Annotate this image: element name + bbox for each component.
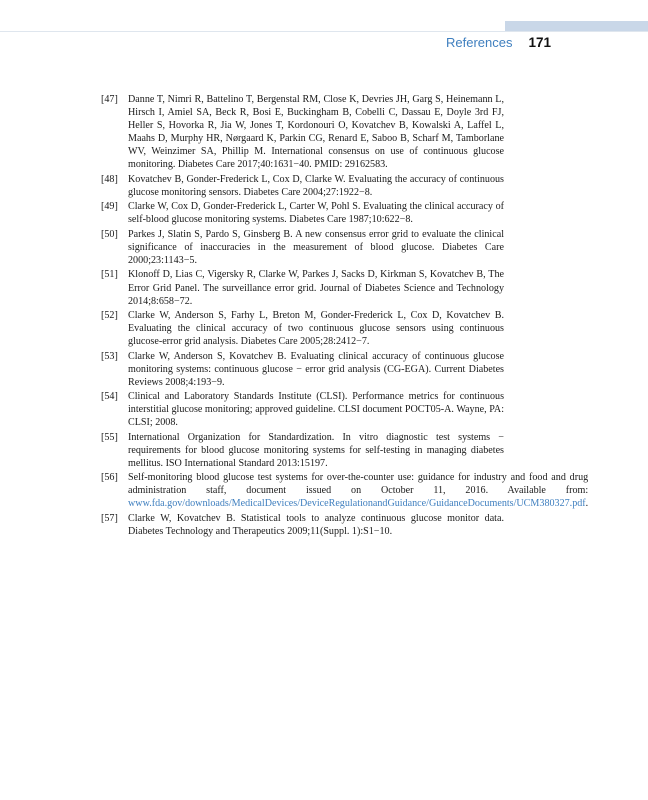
reference-number: [48] <box>101 173 118 185</box>
reference-item <box>101 173 504 199</box>
reference-item <box>101 200 504 226</box>
reference-number: [56] <box>101 472 118 484</box>
reference-number: [51] <box>101 269 118 281</box>
reference-number: [49] <box>101 201 118 213</box>
reference-text-end: . <box>585 498 589 510</box>
fda-guidance-link[interactable]: www.fda.gov/downloads/MedicalDevices/DeviceRegulationandGuidance/GuidanceDocuments/UCM380327.pdf <box>128 498 586 510</box>
reference-text: Kovatchev B, Gonder-Frederick L, Cox D, Clarke W. Evaluating the accuracy of continuous glucose monitoring sensors. Diabetes Care 2004;27:1922−8. <box>128 173 504 198</box>
section-title: References <box>445 35 513 50</box>
reference-item <box>101 512 504 538</box>
running-header <box>446 35 551 50</box>
reference-item <box>101 471 589 510</box>
reference-item <box>101 309 504 348</box>
reference-number: [47] <box>101 94 118 105</box>
header-accent-bar <box>505 21 648 31</box>
reference-number: [52] <box>101 309 118 321</box>
reference-text: Clarke W, Cox D, Gonder-Frederick L, Carter W, Pohl S. Evaluating the clinical accuracy of self-blood glucose monitoring systems. Diabetes Care 1987;10:622−8. <box>128 201 504 226</box>
reference-item <box>101 228 504 267</box>
reference-number: [55] <box>101 431 118 443</box>
reference-text: Self-monitoring blood glucose test systems for over-the-counter use: guidance for industry and food and drug administration staff, document issued on October 11, 2016. Available from: <box>128 472 589 497</box>
reference-text: Clarke W, Anderson S, Farhy L, Breton M, Gonder-Frederick L, Cox D, Kovatchev B. Evaluating the clinical accuracy of two continuous glucose sensors using continuous glucose-error grid analysis. Diabetes Care 2005;28:2412−7. <box>128 309 504 348</box>
reference-number: [50] <box>101 228 118 240</box>
reference-text: Danne T, Nimri R, Battelino T, Bergenstal RM, Close K, Devries JH, Garg S, Heinemann L, Hirsch I, Amiel SA, Beck R, Bosi E, Buckingham B, Cobelli C, Dassau E, Doyle 3rd FJ, Heller S, Hovorka R, Jia W, Jones T, Kordonouri O, Kovatchev B, Kowalski A, Laffel L, Maahs D, Murphy HR, Nørgaard K, Parkin CG, Renard E, Saboo B, Scharf M, Tamborlane WV, Weinzimer SA, Phillip M. International consensus on use of continuous glucose monitoring. Diabetes Care 2017;40:1631−40. PMID: 29162583. <box>128 94 504 171</box>
reference-text: International Organization for Standardization. In vitro diagnostic test systems − requirements for blood glucose monitoring systems for self-testing in managing diabetes mellitus. ISO International Standard 2013:15197. <box>128 431 504 469</box>
reference-text: Clinical and Laboratory Standards Institute (CLSI). Performance metrics for continuous interstitial glucose monitoring; approved guideline. CLSI document POCT05-A. Wayne, PA: CLSI; 2008. <box>128 391 504 429</box>
reference-number: [54] <box>101 391 118 403</box>
reference-text: Klonoff D, Lias C, Vigersky R, Clarke W, Parkes J, Sacks D, Kirkman S, Kovatchev B, The Error Grid Panel. The surveillance error grid. Journal of Diabetes Science and Technology 2014;8:658−72. <box>128 269 504 307</box>
reference-item <box>101 390 504 429</box>
reference-item <box>101 93 504 172</box>
reference-text-with-link <box>128 471 588 510</box>
reference-text: Parkes J, Slatin S, Pardo S, Ginsberg B. A new consensus error grid to evaluate the clinical significance of inaccuracies in the measurement of blood glucose. Diabetes Care 2000;23:1143−5. <box>128 228 504 267</box>
reference-item <box>101 268 504 307</box>
reference-text: Clarke W, Anderson S, Kovatchev B. Evaluating clinical accuracy of continuous glucose monitoring systems: continuous glucose − error grid analysis (CG-EGA). Current Diabetes Reviews 2008;4:193−9. <box>128 350 504 388</box>
reference-item <box>101 431 504 470</box>
reference-number: [57] <box>101 512 118 524</box>
header-rule <box>0 31 648 32</box>
reference-item <box>101 350 504 389</box>
reference-text: Clarke W, Kovatchev B. Statistical tools to analyze continuous glucose monitor data. Diabetes Technology and Therapeutics 2009;11(Suppl. 1):S1−10. <box>128 512 504 537</box>
page-number: 171 <box>528 35 551 50</box>
reference-number: [53] <box>101 350 118 362</box>
reference-list <box>101 93 589 539</box>
